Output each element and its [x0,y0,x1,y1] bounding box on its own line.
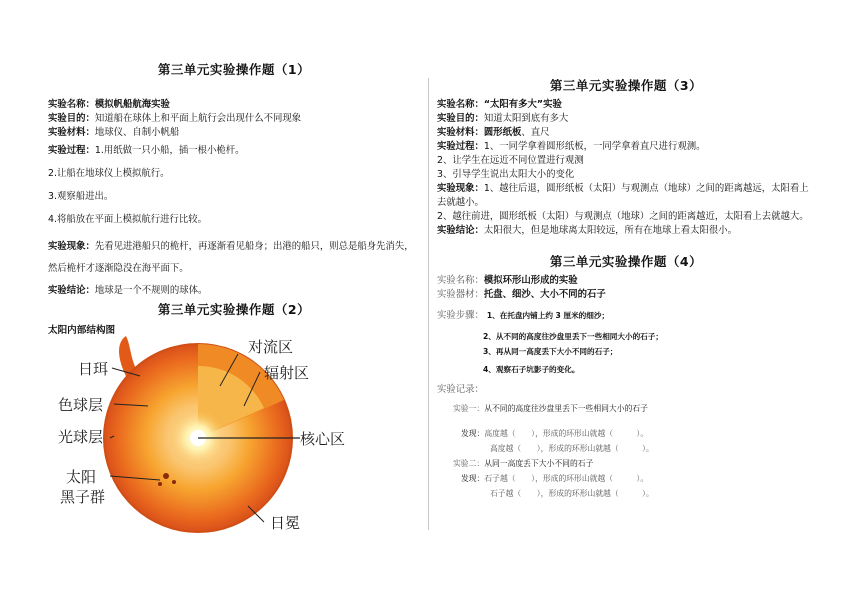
exp1-title: 第三单元实验操作题（1） [157,62,311,77]
exp4-name-label: 实验名称： [437,275,484,286]
exp3-title: 第三单元实验操作题（3） [549,78,703,93]
exp4-finding2-label: 发现： [461,474,485,483]
exp4-equipment-row [437,288,815,302]
exp3-name-row [437,98,815,112]
exp3-materials-row [437,126,815,140]
exp4-trial2-row-1: 石子越（ ），形成的环形山就越（ ）。 [484,474,649,483]
label-prominence: 日珥 [78,360,109,378]
exp4-trial1-row-2: 高度越（ ），形成的环形山就越（ ）。 [490,444,654,453]
exp1-phenomenon: 先看见进港船只的桅杆，再逐渐看见船身；出港的船只，则总是船身先消失，然后桅杆才逐渐隐没在海平面下。 [48,241,414,274]
exp3-process-label: 实验过程： [437,141,484,152]
exp4-finding1-label: 发现： [461,429,485,438]
sunspot [158,482,162,486]
exp4-step-2: 2、从不同的高度往沙盘里丢下一些相同大小的石子； [483,332,663,341]
exp4-name: 模拟环形山形成的实验 [483,275,578,286]
exp1-process-row [48,144,420,158]
exp3-name: “太阳有多大”实验 [483,99,562,110]
exp4-equipment-label: 实验器材： [437,289,484,300]
sun-structure-diagram [48,326,420,586]
exp4-finding2-row1 [461,471,815,486]
exp3-phenomenon-1: 1、越往后退，圆形纸板（太阳）与观测点（地球）之间的距离越远，太阳看上去就越小。 [437,183,809,208]
exp1-materials-label: 实验材料： [48,127,95,138]
exp1-phenomenon-row [48,236,420,280]
exp4-equipment: 托盘、细沙、大小不同的石子 [483,289,606,300]
exp4-record-label: 实验记录： [437,384,484,395]
exp4-trial1-row-1: 高度越（ ），形成的环形山就越（ ）。 [484,429,649,438]
exp1-materials: 地球仪、自制小帆船 [94,127,180,138]
exp3-purpose-label: 实验目的： [437,113,484,124]
exp4-finding1-row1 [461,426,815,441]
left-column [48,60,420,336]
exp3-process-2: 2、让学生在远近不同位置进行观测 [437,155,584,166]
exp3-name-label: 实验名称： [437,99,484,110]
exp4-trial2-label: 实验二： [453,459,485,468]
exp4-step-1: 1、在托盘内铺上约 3 厘米的细沙； [486,311,610,320]
exp4-trial1-label: 实验一： [453,404,485,413]
exp3-materials-label: 实验材料： [437,127,484,138]
exp2-title: 第三单元实验操作题（2） [157,302,311,317]
label-chromosphere: 色球层 [58,396,104,414]
exp4-trial2-row [453,456,815,471]
exp4-step-4: 4、观察石子坑影子的变化。 [483,365,580,374]
exp4-step-3: 3、再从同一高度丢下大小不同的石子； [483,347,618,356]
exp1-purpose-label: 实验目的： [48,113,95,124]
exp4-trial1-row [453,401,815,416]
label-radiation-zone: 辐射区 [264,364,310,382]
sunspot [163,473,169,479]
exp1-step-4: 4.将船放在平面上模拟航行进行比较。 [48,214,207,225]
exp3-phenomenon-row [437,182,813,210]
exp1-purpose: 知道船在球体上和平面上航行会出现什么不同现象 [94,113,302,124]
exp1-name-label: 实验名称： [48,99,95,110]
exp3-process-3: 3、引导学生说出太阳大小的变化 [437,169,575,180]
exp3-process-row [437,140,815,154]
label-core-zone: 核心区 [300,430,346,448]
exp3-process-1: 1、一同学拿着圆形纸板，一同学拿着直尺进行观测。 [483,141,706,152]
exp1-step-2: 2.让船在地球仪上模拟航行。 [48,168,170,179]
exp1-conclusion-row [48,284,420,298]
exp3-phenomenon-2: 2、越往前进，圆形纸板（太阳）与观测点（地球）之间的距离越近，太阳看上去就越大。 [437,211,809,222]
exp1-name-row [48,98,420,112]
exp3-conclusion-row [437,224,815,238]
exp1-phenomenon-label: 实验现象： [48,241,95,252]
exp3-purpose: 知道太阳到底有多大 [483,113,569,124]
exp1-materials-row [48,126,420,140]
exp3-conclusion-label: 实验结论： [437,225,484,236]
exp4-trial2-row-2: 石子越（ ），形成的环形山就越（ ）。 [490,489,654,498]
exp4-steps-row [437,308,815,323]
exp4-name-row [437,274,815,288]
sunspot [172,480,176,484]
exp1-name: 模拟帆船航海实验 [94,99,170,110]
exp4-trial1: 从不同的高度往沙盘里丢下一些相同大小的石子 [484,404,648,413]
exp4-steps-label: 实验步骤： [437,310,484,321]
exp1-step-3: 3.观察船进出。 [48,191,114,202]
exp2-subtitle: 太阳内部结构图 [48,325,116,336]
exp1-process-label: 实验过程： [48,145,95,156]
exp3-phenomenon-label: 实验现象： [437,183,484,194]
exp4-trial2: 从同一高度丢下大小不同的石子 [484,459,594,468]
label-corona: 日冕 [270,514,301,532]
exp3-materials-bold: 圆形纸板 [483,127,522,138]
label-sunspots-2: 黑子群 [60,488,106,506]
exp4-title: 第三单元实验操作题（4） [549,254,703,269]
right-column [437,76,815,501]
exp1-conclusion-label: 实验结论： [48,285,95,296]
exp3-purpose-row [437,112,815,126]
exp3-materials-rest: 、直尺 [521,127,550,138]
label-photosphere: 光球层 [58,428,104,446]
exp1-conclusion: 地球是一个不规则的球体。 [94,285,208,296]
label-sunspots-1: 太阳 [66,468,97,486]
exp3-conclusion: 太阳很大，但是地球离太阳较远，所有在地球上看太阳很小。 [483,225,738,236]
exp1-step-1: 1.用纸做一只小船，插一根小桅杆。 [94,145,245,156]
column-divider [428,78,429,530]
label-convection-zone: 对流区 [248,338,294,356]
exp1-purpose-row [48,112,420,126]
